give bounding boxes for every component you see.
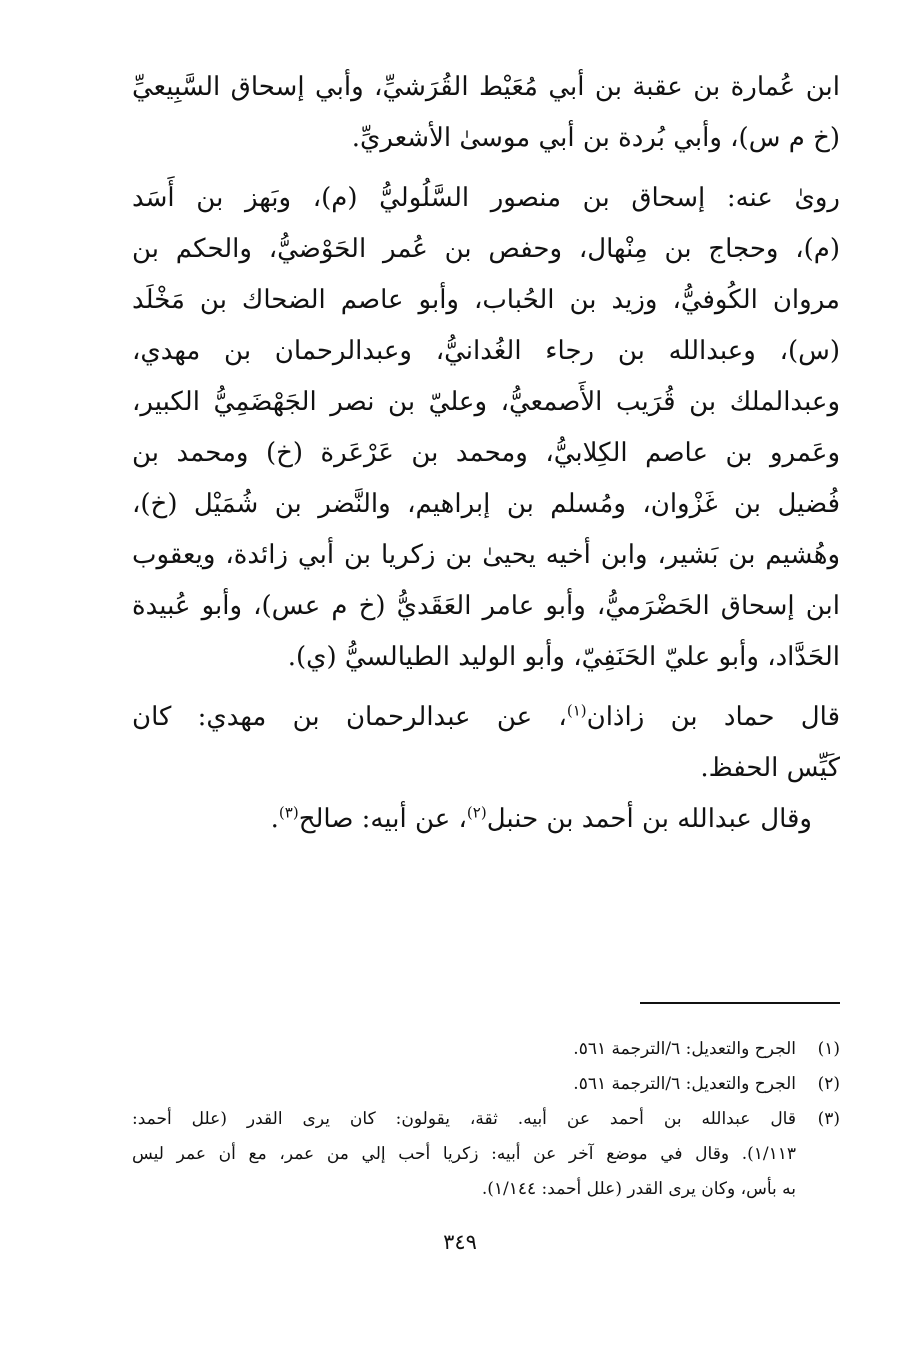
text-line: كَيِّس الحفظ.	[700, 753, 840, 783]
footnotes	[132, 1032, 840, 1207]
footnote-number: (٣)	[817, 1109, 840, 1129]
text-segment: .	[270, 804, 279, 834]
footnote-1	[132, 1032, 840, 1067]
footnote-3	[132, 1102, 840, 1207]
footnote-number: (٢)	[817, 1074, 840, 1094]
footnote-number: (١)	[817, 1039, 840, 1059]
text-line: ابن إسحاق الحَضْرَميُّ، وأبو عامر العَقَديُّ (خ م عس)، وأبو عُبيدة	[132, 591, 840, 621]
main-text	[132, 62, 840, 845]
text-segment: وقال عبدالله بن أحمد بن حنبل	[486, 804, 812, 834]
footnote-line: به بأس، وكان يرى القدر (علل أحمد: ١/١٤٤).	[481, 1179, 796, 1199]
text-line: فُضيل بن غَزْوان، ومُسلم بن إبراهيم، والنَّضر بن شُمَيْل (خ)،	[132, 489, 840, 519]
text-line: وعَمرو بن عاصم الكِلابيُّ، ومحمد بن عَرْعَرة (خ) ومحمد بن	[132, 438, 840, 468]
text-segment: قال حماد بن زاذان	[586, 702, 840, 732]
text-segment: ، عن أبيه: صالح	[298, 804, 467, 834]
text-line: (خ م س)، وأبي بُردة بن أبي موسىٰ الأشعريِّ.	[351, 123, 840, 153]
footnote-line: الجرح والتعديل: ٦/الترجمة ٥٦١.	[573, 1039, 796, 1059]
footnote-line: ١/١١٣). وقال في موضع آخر عن أبيه: زكريا أحب إلي من عمر، مع أن عمر ليس	[132, 1144, 796, 1164]
text-segment: ، عن عبدالرحمان بن مهدي: كان	[132, 702, 567, 732]
text-line	[132, 794, 840, 845]
footnote-line: قال عبدالله بن أحمد عن أبيه. ثقة، يقولون: كان يرى القدر (علل أحمد:	[132, 1109, 796, 1129]
text-line: (س)، وعبدالله بن رجاء الغُدانيُّ، وعبدالرحمان بن مهدي،	[132, 336, 840, 366]
footnote-ref[interactable]: (١)	[566, 701, 587, 720]
text-line: الحَدَّاد، وأبو عليّ الحَنَفِيّ، وأبو الوليد الطيالسيُّ (ي).	[287, 642, 840, 672]
text-line: ابن عُمارة بن عقبة بن أبي مُعَيْط القُرَشيِّ، وأبي إسحاق السَّبِيعيِّ	[132, 72, 840, 102]
footnote-ref[interactable]: (٣)	[278, 803, 299, 822]
footnote-ref[interactable]: (٢)	[466, 803, 487, 822]
text-line: (م)، وحجاج بن مِنْهال، وحفص بن عُمر الحَوْضيُّ، والحكم بن	[132, 234, 840, 264]
text-line: مروان الكُوفيُّ، وزيد بن الحُباب، وأبو عاصم الضحاك بن مَخْلَد	[132, 285, 840, 315]
footnote-2	[132, 1067, 840, 1102]
footnote-separator	[640, 1002, 840, 1004]
text-line: وهُشيم بن بَشير، وابن أخيه يحيىٰ بن زكريا بن أبي زائدة، ويعقوب	[132, 540, 840, 570]
text-line: رویٰ عنه: إسحاق بن منصور السَّلُوليُّ (م)، وبَهز بن أَسَد	[132, 183, 840, 213]
text-line	[132, 692, 840, 743]
text-line: وعبدالملك بن قُرَيب الأَصمعيُّ، وعليّ بن نصر الجَهْضَمِيُّ الكبير،	[132, 387, 840, 417]
page-number: ٣٤٩	[443, 1230, 477, 1254]
footnote-line: الجرح والتعديل: ٦/الترجمة ٥٦١.	[573, 1074, 796, 1094]
